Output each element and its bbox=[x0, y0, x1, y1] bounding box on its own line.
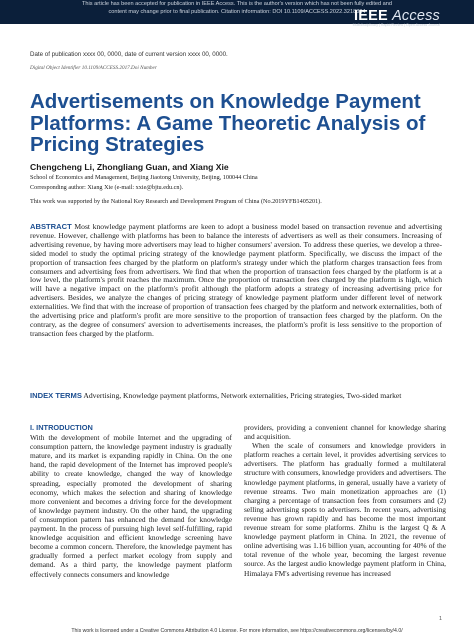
body-column-left bbox=[30, 423, 232, 579]
index-terms-text: Advertising, Knowledge payment platforms, Network externalities, Pricing strategies, Two-sided market bbox=[83, 391, 402, 400]
intro-paragraph-1-continued: providers, providing a convenient channel for knowledge sharing and acquisition. bbox=[244, 423, 446, 442]
section-heading-introduction: I. INTRODUCTION bbox=[30, 423, 93, 432]
logo-ieee-text: IEEE bbox=[353, 8, 388, 24]
intro-paragraph-1: With the development of mobile Internet and the upgrading of consumption pattern, the knowledge payment industry is gradually mature, and its market is expanding rapidly in China. On the one hand, the rapid development of the Internet has improved people's ability to create knowledge, changed the way of knowledge spreading, especially promoted the development of sharing economy, which makes the selection and sharing of knowledge more convenient and becomes a driving force for the development of knowledge payment industry. On the other hand, the upgrading of consumption pattern has enhanced the demand for knowledge payment. In the process of pursuing high level self-fulfilling, rapid knowledge acquisition and efficient knowledge screening have become a common concern. Therefore, the knowledge payment has gradually formed a perfect market ecology from supply and demand. As a third party, the knowledge payment platform effectively connects consumers and knowledge bbox=[30, 433, 232, 579]
logo-access-text: Access bbox=[392, 8, 440, 24]
paper-title: Advertisements on Knowledge Payment Platforms: A Game Theoretic Analysis of Pricing Strategies bbox=[30, 90, 426, 156]
funding-note: This work was supported by the National Key Research and Development Program of China (No.2019YFB1405201). bbox=[30, 198, 322, 205]
corresponding-author: Corresponding author: Xiang Xie (e-mail: xxie@bjtu.edu.cn). bbox=[30, 184, 184, 191]
license-footer: This work is licensed under a Creative Commons Attribution 4.0 License. For more information, see https://creativecommons.org/licenses/by/4.0/ bbox=[71, 628, 403, 634]
index-terms-label: INDEX TERMS bbox=[30, 391, 82, 400]
acceptance-notice-line2: content may change prior to final publication. Citation information: DOI 10.1109/ACCESS.2022.3218804 bbox=[108, 9, 366, 15]
acceptance-notice-line1: This article has been accepted for publication in IEEE Access. This is the author's version which has not been fully edited and bbox=[81, 1, 393, 7]
ieee-access-logo bbox=[353, 9, 440, 28]
doi-line: Digital Object Identifier 10.1109/ACCESS.2017.Doi Number bbox=[30, 65, 157, 71]
abstract-label: ABSTRACT bbox=[30, 222, 72, 231]
author-list: Chengcheng Li, Zhongliang Guan, and Xiang Xie bbox=[30, 162, 229, 172]
index-terms bbox=[30, 392, 442, 401]
body-column-right bbox=[244, 423, 446, 578]
page-number: 1 bbox=[438, 616, 442, 622]
journal-header-bar bbox=[0, 0, 474, 27]
abstract-text: Most knowledge payment platforms are keen to adopt a business model based on transaction revenue and advertising revenue. However, challenge with platforms has been to balance the interests of advertisers as well as their consumers. Increasing of advertising revenue, by having more advertisers may lead to higher consumers' aversion. To address these queries, we develop a three-sided model to study the optimal pricing strategy of the knowledge payment platform. Specifically, we discuss the impact of the proportion of transaction fees charged by the platform on platform's strategy under which the platform charges transaction fees from consumers and advertising fees from advertisers. We find that when the proportion of transaction fees charged by the platform is at a low level, the platform's profit reaches the maximum. Once the proportion of transaction fees charged by the platform is high, which will have a negative impact on the platform's profit although the platform adopts a strategy of increasing advertising price for advertisers. Besides, we analyze the changes of pricing strategy of knowledge payment platform under different level of network externalities. We find that with the increase of proportion of transaction fees charged by the platform and network externalities, both of the advertising price and platform's profit are more sensitive to the proportion of transaction fees charged by the platform. On the contrary, as the degree of consumers' aversion to advertisements increases, the platform's profit is less sensitive to the proportion of transaction fees charged by the platform. bbox=[30, 222, 443, 338]
publication-dates: Date of publication xxxx 00, 0000, date of current version xxxx 00, 0000. bbox=[30, 51, 228, 58]
abstract bbox=[30, 223, 442, 339]
affiliation: School of Economics and Management, Beijing Jiaotong University, Beijing, 100044 China bbox=[30, 174, 258, 181]
intro-paragraph-2: When the scale of consumers and knowledge providers in platform reaches a certain level, it provides advertising services to advertisers. The platform has gradually formed a multilateral structure with consumers, knowledge providers and advertisers. The knowledge payment platforms, in general, usually have a variety of revenue streams. Two main monetization approaches are (1) charging a percentage of transaction fees from consumers and (2) selling advertising spots to advertisers. In recent years, advertising revenue has grown rapidly and has become the most important revenue stream for some platforms. Zhihu is the largest Q & A knowledge payment platform in China. In 2021, the revenue of online advertising was 1.16 billion yuan, accounting for 40% of the total revenue of the whole year, becoming the largest revenue source. As the largest audio knowledge payment platform in China, Himalaya FM's advertising revenue has increased bbox=[244, 441, 446, 578]
logo-tagline: Multidisciplinary | Rapid Review | Open Access Journal bbox=[352, 23, 440, 27]
